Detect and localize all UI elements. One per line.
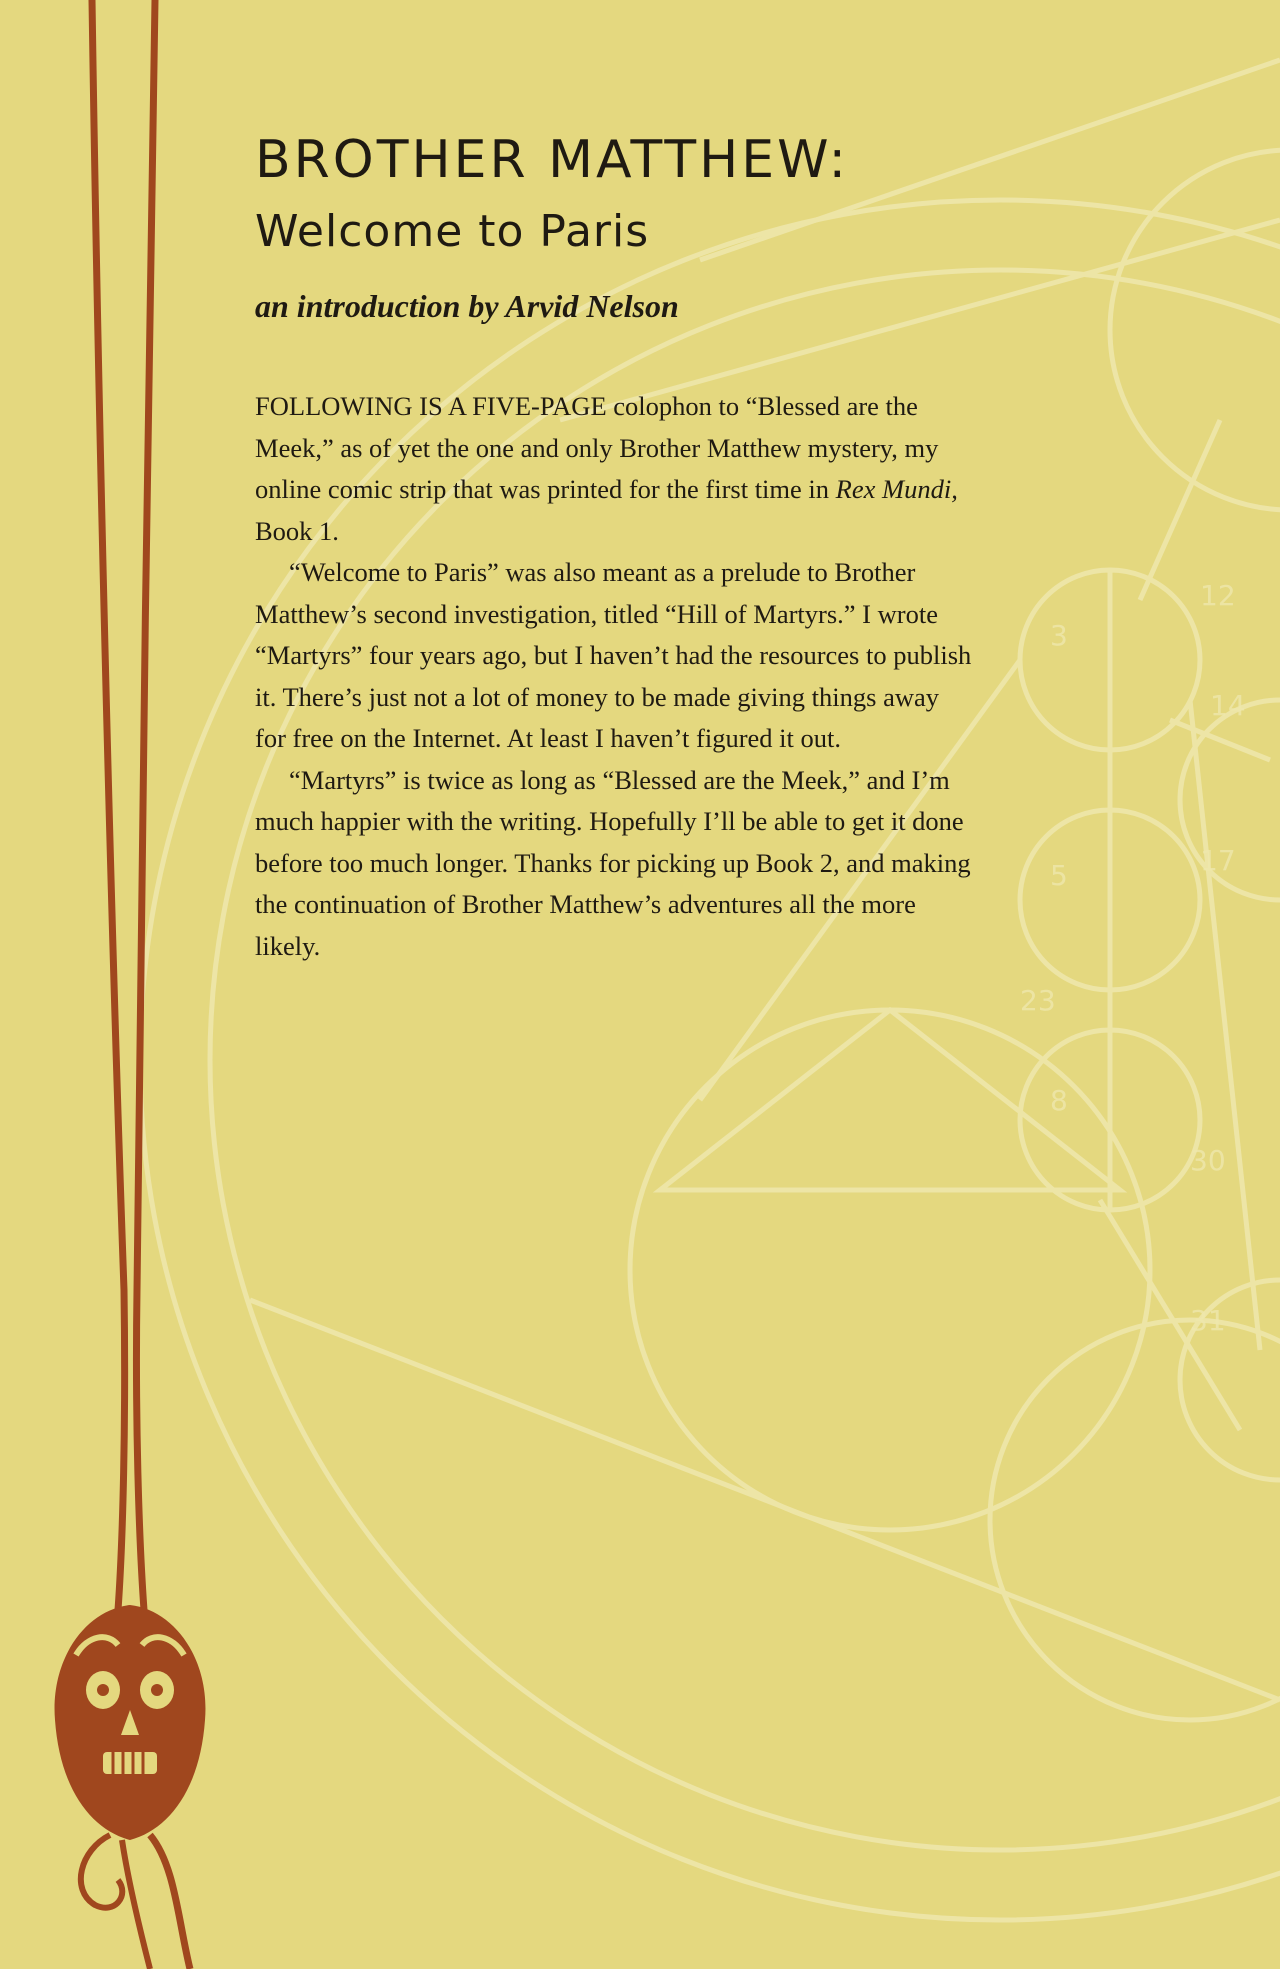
svg-text:12: 12 <box>1200 579 1236 612</box>
paragraph-3: “Martyrs” is twice as long as “Blessed are the Meek,” and I’m much happier with the writing. Hopefully I’ll be able to get it done before too much longer. Thanks for picking up Book 2, and making the continuation of Brother Matthew’s adventures all the more likely. <box>255 764 971 961</box>
page-title: BROTHER MATTHEW: <box>255 130 849 190</box>
byline: an introduction by Arvid Nelson <box>255 288 679 324</box>
title-block <box>255 130 1015 325</box>
introduction-text <box>255 386 975 967</box>
border-flourish <box>81 1835 190 1969</box>
svg-text:23: 23 <box>1020 984 1056 1017</box>
paragraph-1-end: Book 1. <box>255 515 339 546</box>
paragraph-2: “Welcome to Paris” was also meant as a prelude to Brother Matthew’s second investigation, titled “Hill of Martyrs.” I wrote “Martyrs” four years ago, but I haven’t had the resources to publish it. There’s just not a lot of money to be made giving things away for free on the Internet. At least I haven’t figured it out. <box>255 557 972 753</box>
page-subtitle: Welcome to Paris <box>255 206 650 257</box>
svg-text:14: 14 <box>1210 689 1246 722</box>
ornamental-border <box>0 0 260 1969</box>
vertical-ornamental-border <box>92 0 155 1610</box>
paragraph-1-text: FOLLOWING IS A FIVE-PAGE colophon to “Blessed are the Meek,” as of yet the one and only Brother Matthew mystery, my online comic strip that was printed for the first time in <box>255 391 939 504</box>
svg-text:8: 8 <box>1050 1084 1068 1117</box>
svg-text:30: 30 <box>1190 1144 1226 1177</box>
svg-text:5: 5 <box>1050 859 1068 892</box>
svg-text:31: 31 <box>1190 1304 1226 1337</box>
svg-text:3: 3 <box>1050 619 1068 652</box>
paragraph-1 <box>255 386 975 552</box>
svg-text:17: 17 <box>1200 844 1236 877</box>
book-title: Rex Mundi, <box>835 474 958 504</box>
skull-emblem <box>55 1605 206 1840</box>
